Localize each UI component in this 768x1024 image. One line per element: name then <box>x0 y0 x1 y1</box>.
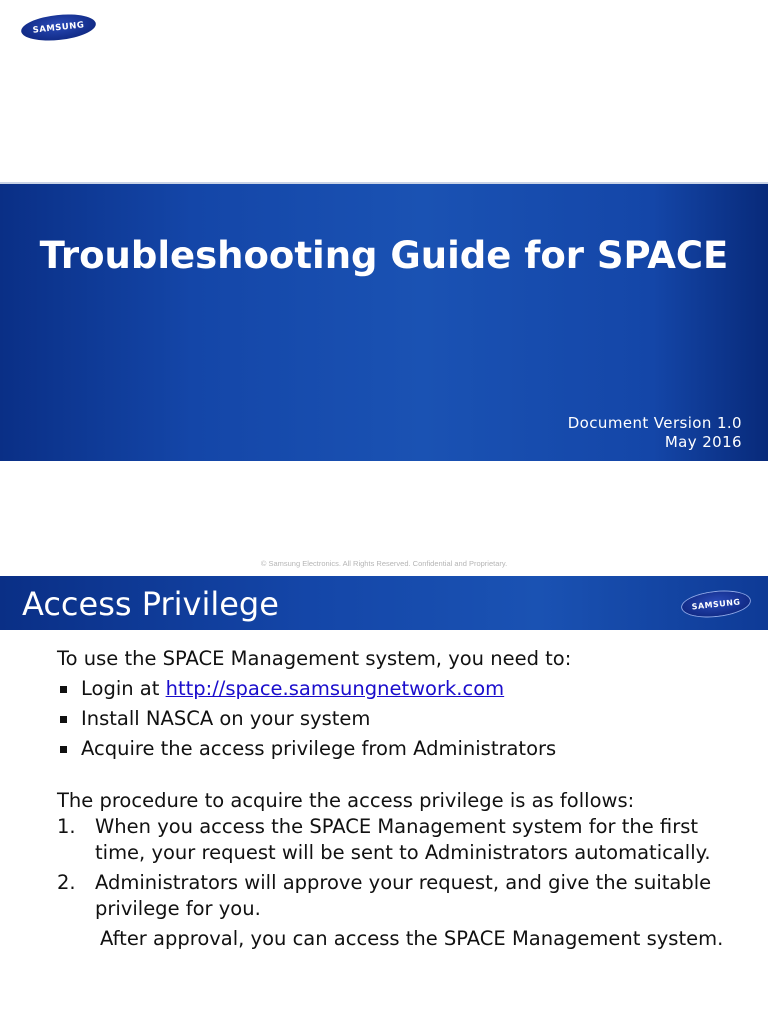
step-number: 2. <box>57 871 76 894</box>
after-approval-text: After approval, you can access the SPACE Management system. <box>100 927 724 950</box>
access-privilege-slide <box>0 576 768 1024</box>
procedure-intro: The procedure to acquire the access privilege is as follows: <box>57 789 635 812</box>
slide-content <box>57 646 737 952</box>
install-text: Install NASCA on your system <box>81 707 371 730</box>
login-prefix: Login at <box>81 677 166 700</box>
logo-text: SAMSUNG <box>32 19 85 36</box>
intro-text: To use the SPACE Management system, you need to: <box>57 647 572 670</box>
version-info <box>568 414 742 452</box>
samsung-logo-icon <box>20 11 97 44</box>
title-band <box>0 182 768 461</box>
list-item <box>57 736 737 762</box>
step-number: 1. <box>57 815 76 838</box>
list-item <box>57 676 737 702</box>
samsung-logo-icon <box>681 589 751 620</box>
document-title: Troubleshooting Guide for SPACE <box>39 234 729 277</box>
square-bullet-icon <box>60 686 67 693</box>
step-text: Administrators will approve your request, and give the suitable privilege for you. <box>95 871 712 920</box>
requirements-list <box>57 676 737 762</box>
list-item <box>57 814 737 866</box>
square-bullet-icon <box>60 746 67 753</box>
slide-title: Access Privilege <box>22 585 279 623</box>
document-date: May 2016 <box>664 433 742 451</box>
list-item <box>57 706 737 732</box>
step-text: When you access the SPACE Management system for the first time, your request will be sent to Administrators automatically. <box>95 815 711 864</box>
list-item <box>57 870 737 922</box>
copyright-notice: © Samsung Electronics. All Rights Reserved. Confidential and Proprietary. <box>260 559 508 568</box>
square-bullet-icon <box>60 716 67 723</box>
logo-text: SAMSUNG <box>691 596 741 612</box>
procedure-steps <box>57 814 737 922</box>
slide-header <box>0 576 768 630</box>
acquire-text: Acquire the access privilege from Administrators <box>81 737 557 760</box>
space-url-link[interactable]: http://space.samsungnetwork.com <box>165 677 505 700</box>
document-version: Document Version 1.0 <box>567 414 742 432</box>
